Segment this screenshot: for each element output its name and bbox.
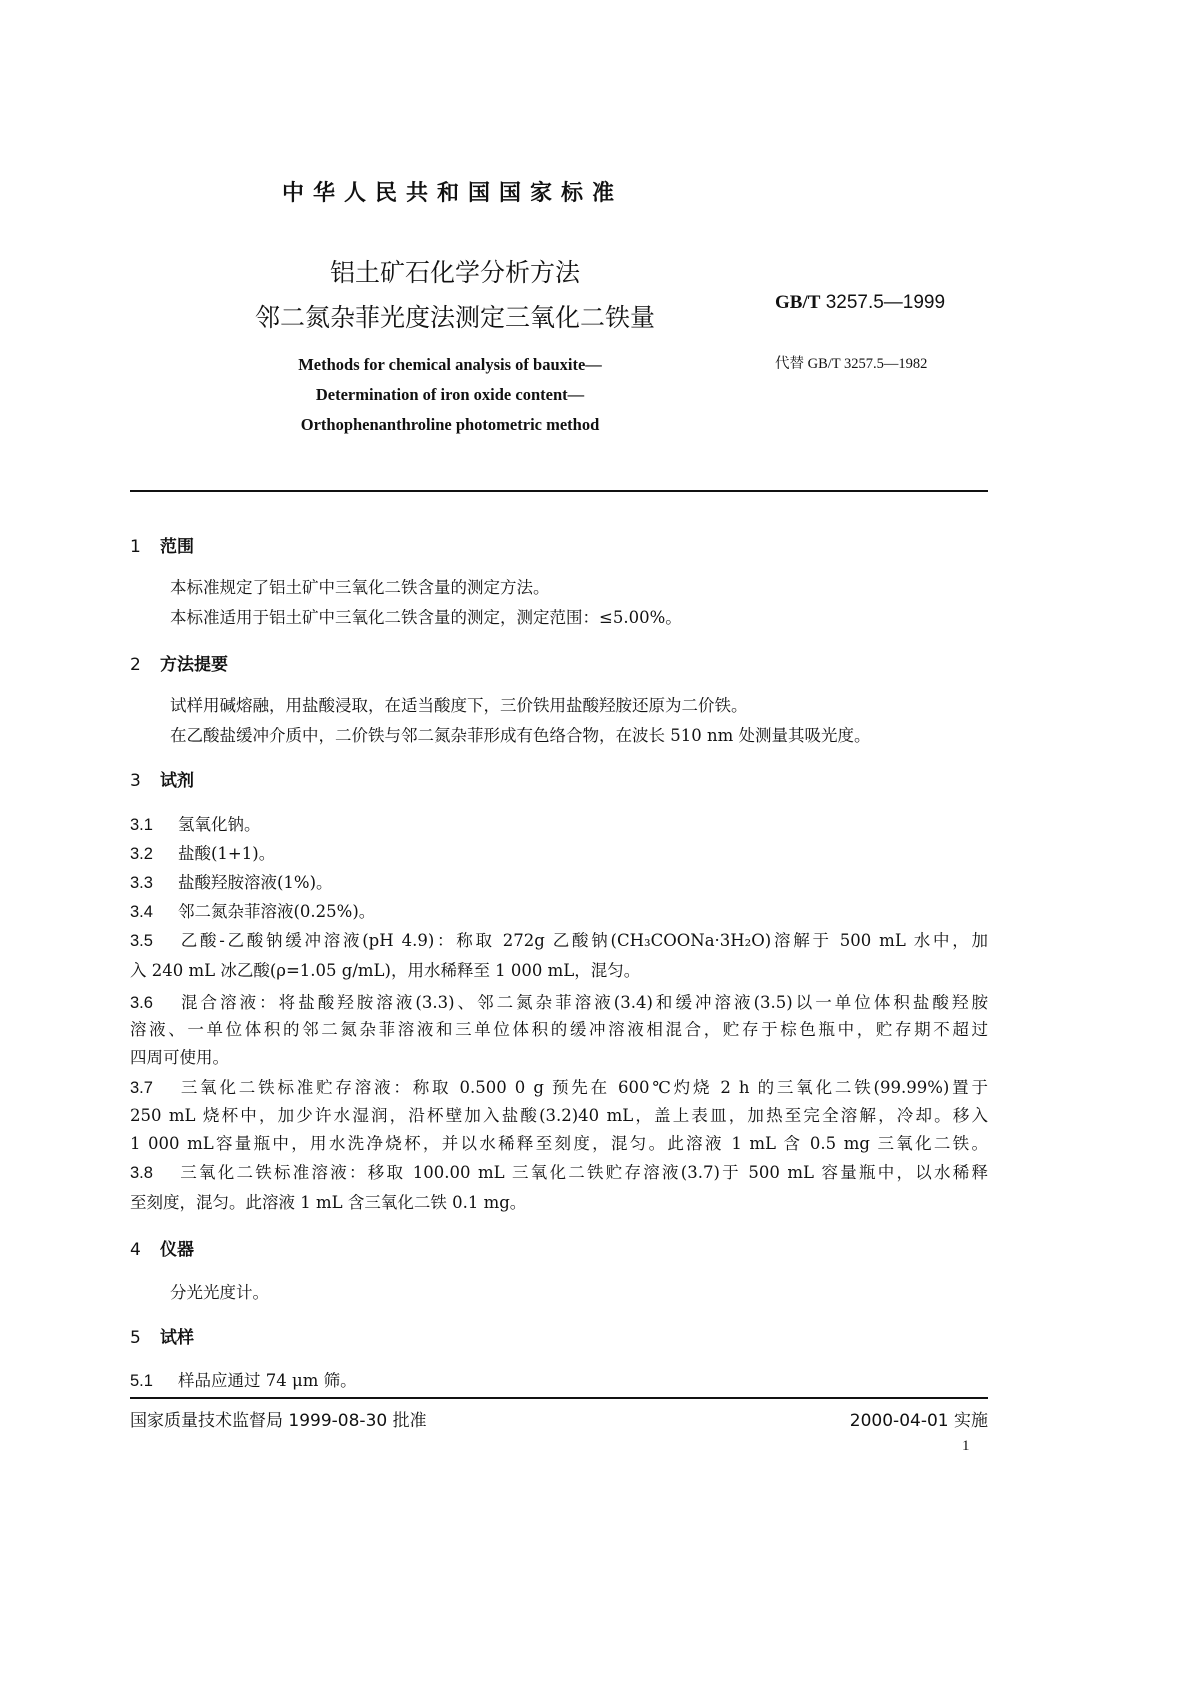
english-title-1: Methods for chemical analysis of bauxite— (298, 355, 602, 374)
clause-3-2 (130, 840, 988, 864)
section-title: 试样 (160, 1328, 194, 1348)
title-line-1: 铝土矿石化学分析方法 (329, 258, 580, 287)
clause-3-5 (130, 927, 988, 951)
replaces-note: 代替 GB/T 3257.5—1982 (775, 356, 928, 372)
clause-number: 3.7 (130, 1079, 153, 1097)
title-line-2: 邻二氮杂菲光度法测定三氧化二铁量 (254, 303, 655, 332)
clause-3-3 (130, 869, 988, 893)
clause-number: 3.4 (130, 903, 153, 921)
clause-number: 3.8 (130, 1164, 153, 1182)
clause-3-4 (130, 898, 988, 922)
clause-text: 盐酸羟胺溶液(1%)。 (178, 873, 333, 892)
clause-number: 3.5 (130, 932, 153, 950)
clause-text-continued: 入 240 mL 冰乙酸(ρ=1.05 g/mL)，用水稀释至 1 000 mL，混匀。 (130, 961, 641, 980)
page-number: 1 (962, 1438, 970, 1454)
section-1-heading (130, 532, 194, 557)
section-number: 1 (130, 537, 141, 557)
section-number: 5 (130, 1328, 141, 1348)
clause-text: 邻二氮杂菲溶液(0.25%)。 (178, 902, 376, 921)
clause-text: 混合溶液：将盐酸羟胺溶液(3.3)、邻二氮杂菲溶液(3.4)和缓冲溶液(3.5)以一单位体积盐酸羟胺 (178, 993, 988, 1012)
clause-text-continued: 1 000 mL容量瓶中，用水洗净烧杯，并以水稀释至刻度，混匀。此溶液 1 mL 含 0.5 mg 三氧化二铁。 (130, 1134, 988, 1153)
paragraph: 分光光度计。 (170, 1283, 269, 1302)
section-title: 方法提要 (160, 655, 228, 675)
clause-5-1 (130, 1367, 988, 1391)
clause-text-continued: 250 mL 烧杯中，加少许水湿润，沿杯壁加入盐酸(3.2)40 mL，盖上表皿，加热至完全溶解，冷却。移入 (130, 1106, 988, 1125)
effective-date: 2000-04-01 实施 (849, 1411, 988, 1431)
clause-number: 3.3 (130, 874, 153, 892)
approval-note: 国家质量技术监督局 1999-08-30 批准 (130, 1411, 427, 1431)
code-prefix: GB/T (775, 292, 821, 313)
section-title: 试剂 (160, 771, 194, 791)
clause-number: 3.1 (130, 816, 153, 834)
section-3-heading (130, 766, 194, 791)
clause-text-continued: 至刻度，混匀。此溶液 1 mL 含三氧化二铁 0.1 mg。 (130, 1193, 527, 1212)
paragraph: 本标准规定了铝土矿中三氧化二铁含量的测定方法。 (170, 578, 550, 597)
paragraph: 在乙酸盐缓冲介质中，二价铁与邻二氮杂菲形成有色络合物，在波长 510 nm 处测量其吸光度。 (170, 726, 871, 745)
clause-text: 氢氧化钠。 (178, 815, 261, 834)
paragraph: 试样用碱熔融，用盐酸浸取，在适当酸度下，三价铁用盐酸羟胺还原为二价铁。 (170, 696, 748, 715)
section-5-heading (130, 1323, 194, 1348)
english-title-2: Determination of iron oxide content— (315, 385, 585, 404)
clause-text: 样品应通过 74 μm 筛。 (178, 1371, 357, 1390)
clause-3-8 (130, 1159, 988, 1183)
section-title: 范围 (160, 537, 194, 557)
section-4-heading (130, 1235, 194, 1260)
clause-text: 盐酸(1+1)。 (178, 844, 276, 863)
clause-text-continued: 溶液、一单位体积的邻二氮杂菲溶液和三单位体积的缓冲溶液相混合，贮存于棕色瓶中，贮存期不超过 (130, 1020, 988, 1039)
header-divider (130, 490, 988, 492)
section-number: 2 (130, 655, 141, 675)
english-title-3: Orthophenanthroline photometric method (300, 415, 600, 434)
section-2-heading (130, 650, 228, 675)
code-number: 3257.5—1999 (825, 292, 946, 313)
section-number: 4 (130, 1240, 141, 1260)
clause-text: 三氧化二铁标准贮存溶液：称取 0.500 0 g 预先在 600℃灼烧 2 h 的三氧化二铁(99.99%)置于 (178, 1078, 988, 1097)
clause-3-1 (130, 811, 988, 835)
footer-divider (130, 1397, 988, 1399)
clause-3-6 (130, 989, 988, 1013)
clause-3-7 (130, 1074, 988, 1098)
standard-code (775, 292, 945, 314)
clause-number: 3.6 (130, 994, 153, 1012)
clause-text: 乙酸-乙酸钠缓冲溶液(pH 4.9)：称取 272g 乙酸钠(CH₃COONa·3H₂O)溶解于 500 mL 水中，加 (178, 931, 988, 950)
national-standard-label: 中华人民共和国国家标准 (282, 181, 624, 206)
section-number: 3 (130, 771, 141, 791)
clause-text-continued: 四周可使用。 (130, 1048, 229, 1067)
paragraph: 本标准适用于铝土矿中三氧化二铁含量的测定，测定范围：≤5.00%。 (170, 608, 682, 627)
clause-number: 3.2 (130, 845, 153, 863)
clause-number: 5.1 (130, 1372, 153, 1390)
section-title: 仪器 (160, 1240, 194, 1260)
clause-text: 三氧化二铁标准溶液：移取 100.00 mL 三氧化二铁贮存溶液(3.7)于 500 mL 容量瓶中，以水稀释 (178, 1163, 988, 1182)
